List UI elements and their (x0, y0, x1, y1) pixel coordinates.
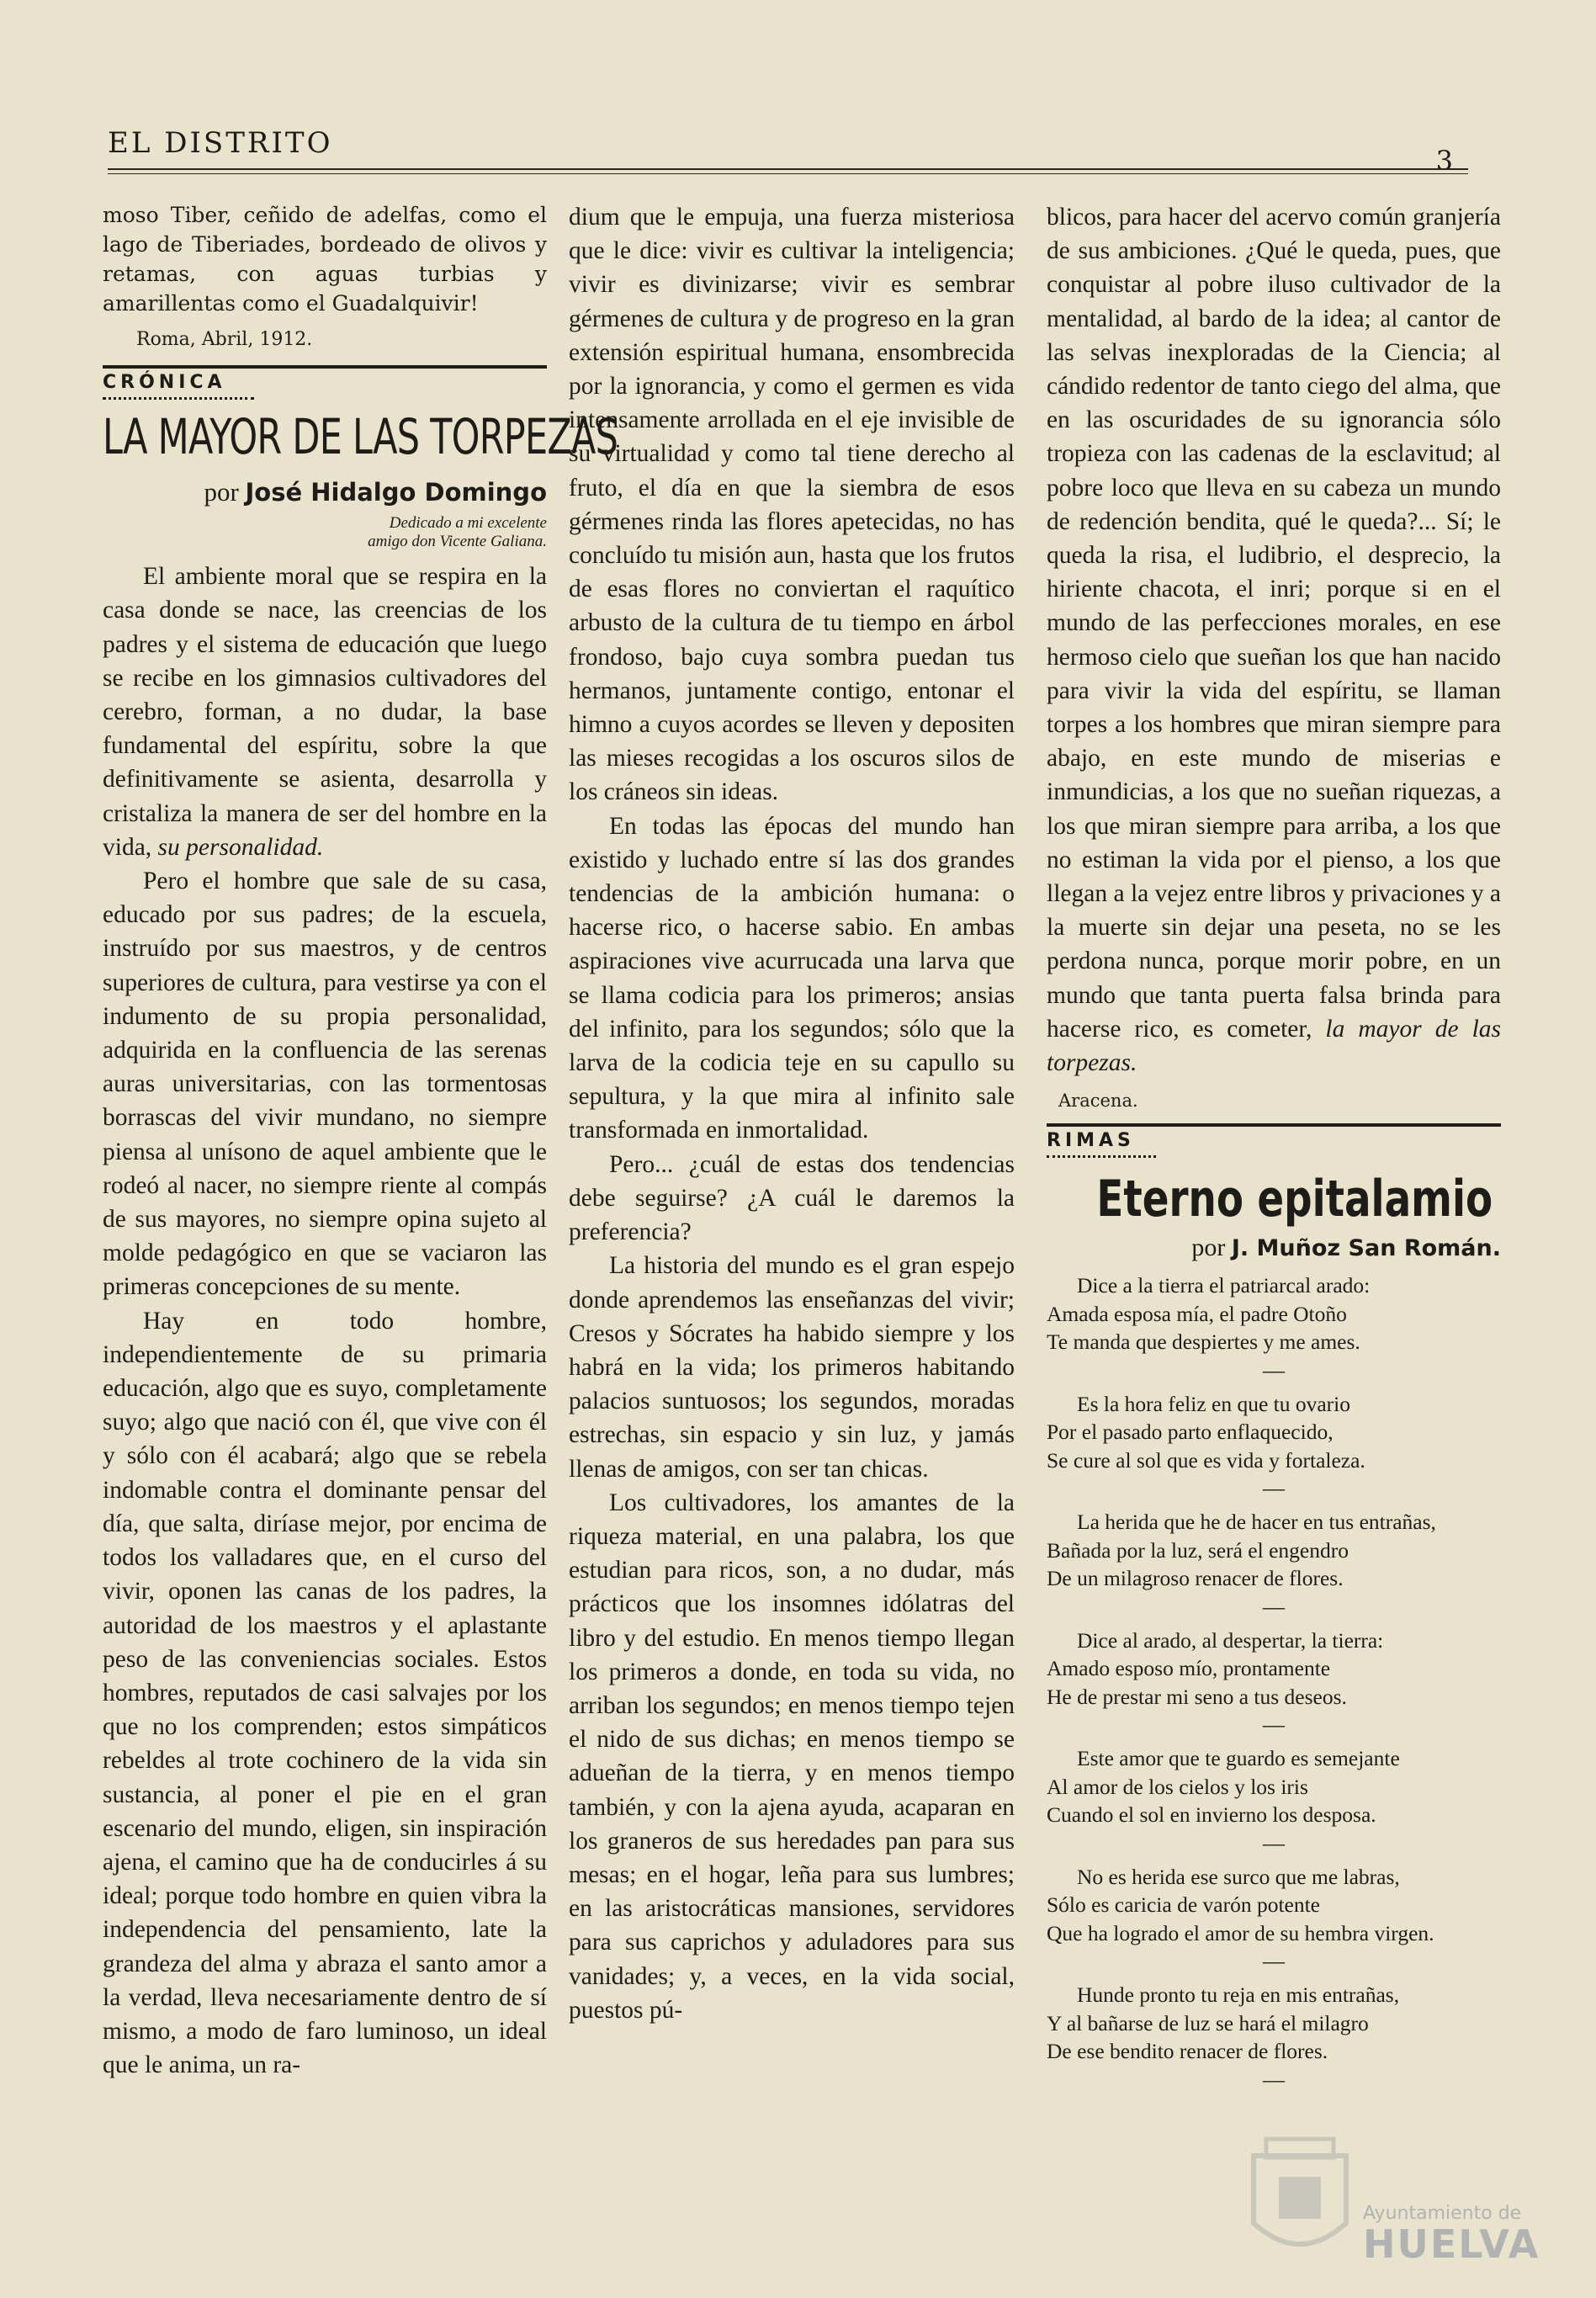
poem-line: Hunde pronto tu reja en mis entrañas, (1077, 1982, 1400, 2008)
section-label-rimas-underline (1047, 1155, 1156, 1158)
section-rule (103, 365, 547, 369)
poem-stanza (1047, 1508, 1501, 1593)
paragraph-2: Pero el hombre que sale de su casa, educado por sus padres; de la escuela, instruído por sus maestros, y de centros superiores de cultura, para vestirse ya con el indumento de su propia personalidad, adquirida en la confluencia de las serenas auras universitarias, con las tormentosas borrascas del vivir mundano, no siempre piensa al unísono de aquel ambiente que le rodeó al nacer, no siempre riente al compás de sus mayores, no siempre opina sujeto al molde pedagógico en que se vaciaron las primeras concepciones de su mente. (103, 868, 547, 1301)
paragraph-1-italic: su personalidad. (157, 833, 324, 861)
stanza-separator: — (1263, 1830, 1285, 1855)
paragraph-3-start: Hay en todo hombre, independientemente de su primaria educación, algo que es suyo, completamente suyo; algo que nació con él, que vive con él y sólo con él acabará; algo que se rebela indomable contra el dominante pensar del día, que salta, diríase mejor, por encima de todos los valladares que, en el curso del vivir, oponen las canas de los padres, la autoridad de los maestros y el aplastante peso de las conveniencias sociales. Estos hombres, reputados de casi salvajes por los que no los comprenden; estos simpáticos rebeldes al trote cochinero de la vida sin sustancia, al poner el pie en el gran escenario del mundo, eligen, sin inspiración ajena, el camino que ha de conducirles á su ideal; porque todo hombre en quien vibra la independencia del pensamiento, late la grandeza del alma y abraza el santo amor a la verdad, lleva necesariamente dentro de sí mismo, a modo de faro luminoso, un ideal que le anima, un ra- (103, 1307, 547, 2079)
paragraph-7-start: Los cultivadores, los amantes de la riqueza material, en una palabra, los que estudian para ricos, son, a no dudar, más prácticos que los insomnes idólatras del libro y del estudio. En menos tiempo llegan los primeros a donde, en toda su vida, no arriban los segundos; en menos tiempo tejen el nido de sus dichas; en menos tiempo se adueñan de la tierra, y en menos tiempo también, y con la ajena ayuda, acaparan en los graneros de sus heredades pan para sus mesas; en el hogar, leña para sus lumbres; en las aristocráticas mansiones, servidores para sus caprichos y aduladores para sus vanidades; y, a veces, en la vida social, puestos pú- (569, 1489, 1015, 2024)
poem-byline (1047, 1232, 1501, 1265)
paragraph-3-continued: dium que le empuja, una fuerza misteriosa que le dice: vivir es cultivar la inteligencia; vivir es divinizarse; vivir es sembrar gérmenes de cultura y de progreso en la gran extensión espiritual humana, ensombrecida por la ignorancia, y como el germen es vida intensamente arrollada en el eje invisible de su virtualidad y como tal tiene derecho al fruto, el día en que la siembra de esos gérmenes rinda las flores apetecidas, no has concluído tu misión aun, hasta que los frutos de esas flores no conviertan el raquítico arbusto de la cultura de tu tiempo en árbol frondoso, bajo cuya sombra puedan tus hermanos, juntamente contigo, entonar el himno a cuyos acordes se lleven y depositen las mieses recogidas a los oscuros silos de los cráneos sin ideas. (569, 204, 1015, 806)
poem-line: Te manda que despiertes y me ames. (1047, 1329, 1360, 1355)
poem-line: Que ha logrado el amor de su hembra virgen. (1047, 1920, 1434, 1945)
stanza-separator: — (1263, 1594, 1285, 1619)
poem-line: De ese bendito renacer de flores. (1047, 2039, 1328, 2064)
column-3 (1047, 200, 1501, 2099)
poem-line: Al amor de los cielos y los iris (1047, 1774, 1308, 1799)
byline-author: José Hidalgo Domingo (245, 478, 547, 507)
article-dedication (103, 514, 547, 551)
poem-line: Y al bañarse de luz se hará el milagro (1047, 2010, 1369, 2035)
poem-body (1047, 1271, 1501, 2094)
section-label-underline (103, 397, 254, 400)
poem-line: La herida que he de hacer en tus entrañas, (1077, 1510, 1436, 1535)
paragraph-6: La historia del mundo es el gran espejo donde aprendemos las enseñanzas del vivir; Cresos y Sócrates ha habido siempre y los habrá en la vida; los primeros habitando palacios suntuosos; los segundos, moradas estrechas, sin espacio y sin luz, y jamás llenas de amigos, con ser tan chicas. (569, 1252, 1015, 1483)
dedication-line-2: amigo don Vicente Galiana. (368, 533, 547, 551)
paragraph-7-text: blicos, para hacer del acervo común granjería de sus ambiciones. ¿Qué le queda, pues, que conquistar al pobre iluso cultivador de la mentalidad, al bardo de la idea; al cantor de las selvas inexploradas de la Ciencia; al cándido redentor de tanto ciego del alma, que en las oscuridades de su ignorancia sólo tropieza con las cadenas de la esclavitud; al pobre loco que lleva en su cabeza un mundo de redención bendita, qué le queda?... Sí; le queda la risa, el ludibrio, el desprecio, la hiriente chacota, el inri; porque si en el mundo de las perfecciones morales, en ese hermoso cielo que sueñan los que han nacido para vivir la vida del espíritu, se llaman torpes a los hombres que miran siempre para abajo, en este mundo de miserias e inmundicias, a los que no sueñan riquezas, a los que miran siempre para arriba, a los que no estiman la vida por el pienso, a los que llegan a la vejez entre libros y privaciones y a la muerte sin dejar una peseta, no se les perdona nunca, porque morir pobre, en un mundo que tanta puerta falsa brinda para hacerse rico, es cometer, (1047, 204, 1501, 1043)
carryover-place-date: Roma, Abril, 1912. (136, 329, 313, 350)
paragraph-7-continued (1047, 200, 1501, 1080)
byline-prefix: por (204, 477, 239, 507)
dedication-line-1: Dedicado a mi excelente (389, 514, 547, 533)
poem-line: Dice al arado, al despertar, la tierra: (1077, 1627, 1384, 1653)
poem-line: Sólo es caricia de varón potente (1047, 1892, 1321, 1918)
article-byline (103, 475, 547, 509)
poem-line: Se cure al sol que es vida y fortaleza. (1047, 1447, 1365, 1473)
poem-line: He de prestar mi seno a tus deseos. (1047, 1684, 1347, 1709)
poem-line: Bañada por la luz, será el engendro (1047, 1537, 1349, 1563)
paragraph-5: Pero... ¿cuál de estas dos tendencias debe seguirse? ¿A cuál le daremos la preferencia? (569, 1150, 1015, 1246)
stanza-separator: — (1263, 1357, 1285, 1383)
stanza-separator: — (1263, 1476, 1285, 1501)
header-rule-thin (108, 173, 1468, 174)
stanza-separator: — (1263, 1949, 1285, 1974)
article-title: LA MAYOR DE LAS TORPEZAS (103, 408, 618, 466)
poem-line: Este amor que te guardo es semejante (1077, 1746, 1400, 1771)
stanza-separator: — (1263, 2067, 1285, 2092)
poem-line: No es herida ese surco que me labras, (1077, 1864, 1400, 1889)
poem-byline-author: J. Muñoz San Román. (1231, 1235, 1501, 1262)
header-rule (108, 168, 1468, 170)
poem-line: De un milagroso renacer de flores. (1047, 1566, 1344, 1591)
paragraph-1 (103, 560, 547, 864)
stanza-separator: — (1263, 1712, 1285, 1738)
poem-line: Cuando el sol en invierno los desposa. (1047, 1802, 1376, 1828)
section-label-rimas: RIMAS (1047, 1130, 1135, 1152)
poem-line: Dice a la tierra el patriarcal arado: (1077, 1273, 1371, 1298)
carryover-text: moso Tiber, ceñido de adelfas, como el lago de Tiberiades, bordeado de olivos y retamas, con aguas turbias y amarillentas como el Guadalquivir! (103, 203, 547, 316)
poem-line: Amada esposa mía, el padre Otoño (1047, 1301, 1347, 1326)
poem-line: Por el pasado parto enflaquecido, (1047, 1420, 1334, 1445)
section-rule-rimas (1047, 1123, 1501, 1127)
poem-line: Es la hora feliz en que tu ovario (1077, 1391, 1351, 1416)
poem-title: Eterno epitalamio (1096, 1170, 1493, 1229)
watermark-line-1: Ayuntamiento de (1363, 2203, 1522, 2224)
masthead: EL DISTRITO (108, 126, 333, 160)
poem-stanza (1047, 1981, 1501, 2066)
column-2 (569, 200, 1015, 2027)
section-label-cronica: CRÓNICA (103, 372, 226, 394)
page-number: 3 (1435, 145, 1453, 177)
poem-stanza (1047, 1744, 1501, 1829)
poem-stanza (1047, 1627, 1501, 1712)
poem-stanza (1047, 1271, 1501, 1356)
poem-line: Amado esposo mío, prontamente (1047, 1656, 1331, 1681)
poem-stanza (1047, 1863, 1501, 1948)
paragraph-4: En todas las épocas del mundo han existido y luchado entre sí las dos grandes tendencias de la ambición humana: o hacerse rico, o hacerse sabio. En ambas aspiraciones vive acurrucada una larva que se llama codicia para los primeros; ansias del infinito, para los segundos; sólo que la larva de la codicia teje en su capullo su sepultura, y la que mira al infinito sale transformada en inmortalidad. (569, 812, 1015, 1144)
poem-byline-prefix: por (1191, 1234, 1226, 1262)
poem-stanza (1047, 1390, 1501, 1475)
paragraph-1-text: El ambiente moral que se respira en la casa donde se nace, las creencias de los padres y el sistema de educación que luego se recibe en los gimnasios cultivadores del cerebro, forman, a no dudar, la base fundamental del espíritu, sobre la que definitivamente se asienta, desarrolla y cristaliza la manera de ser del hombre en la vida, (103, 563, 547, 861)
watermark-line-2: HUELVA (1363, 2221, 1540, 2267)
article-signoff: Aracena. (1058, 1091, 1138, 1112)
paragraph-7-italic: la mayor de las torpezas. (1047, 1015, 1502, 1077)
column-1 (103, 200, 618, 2082)
